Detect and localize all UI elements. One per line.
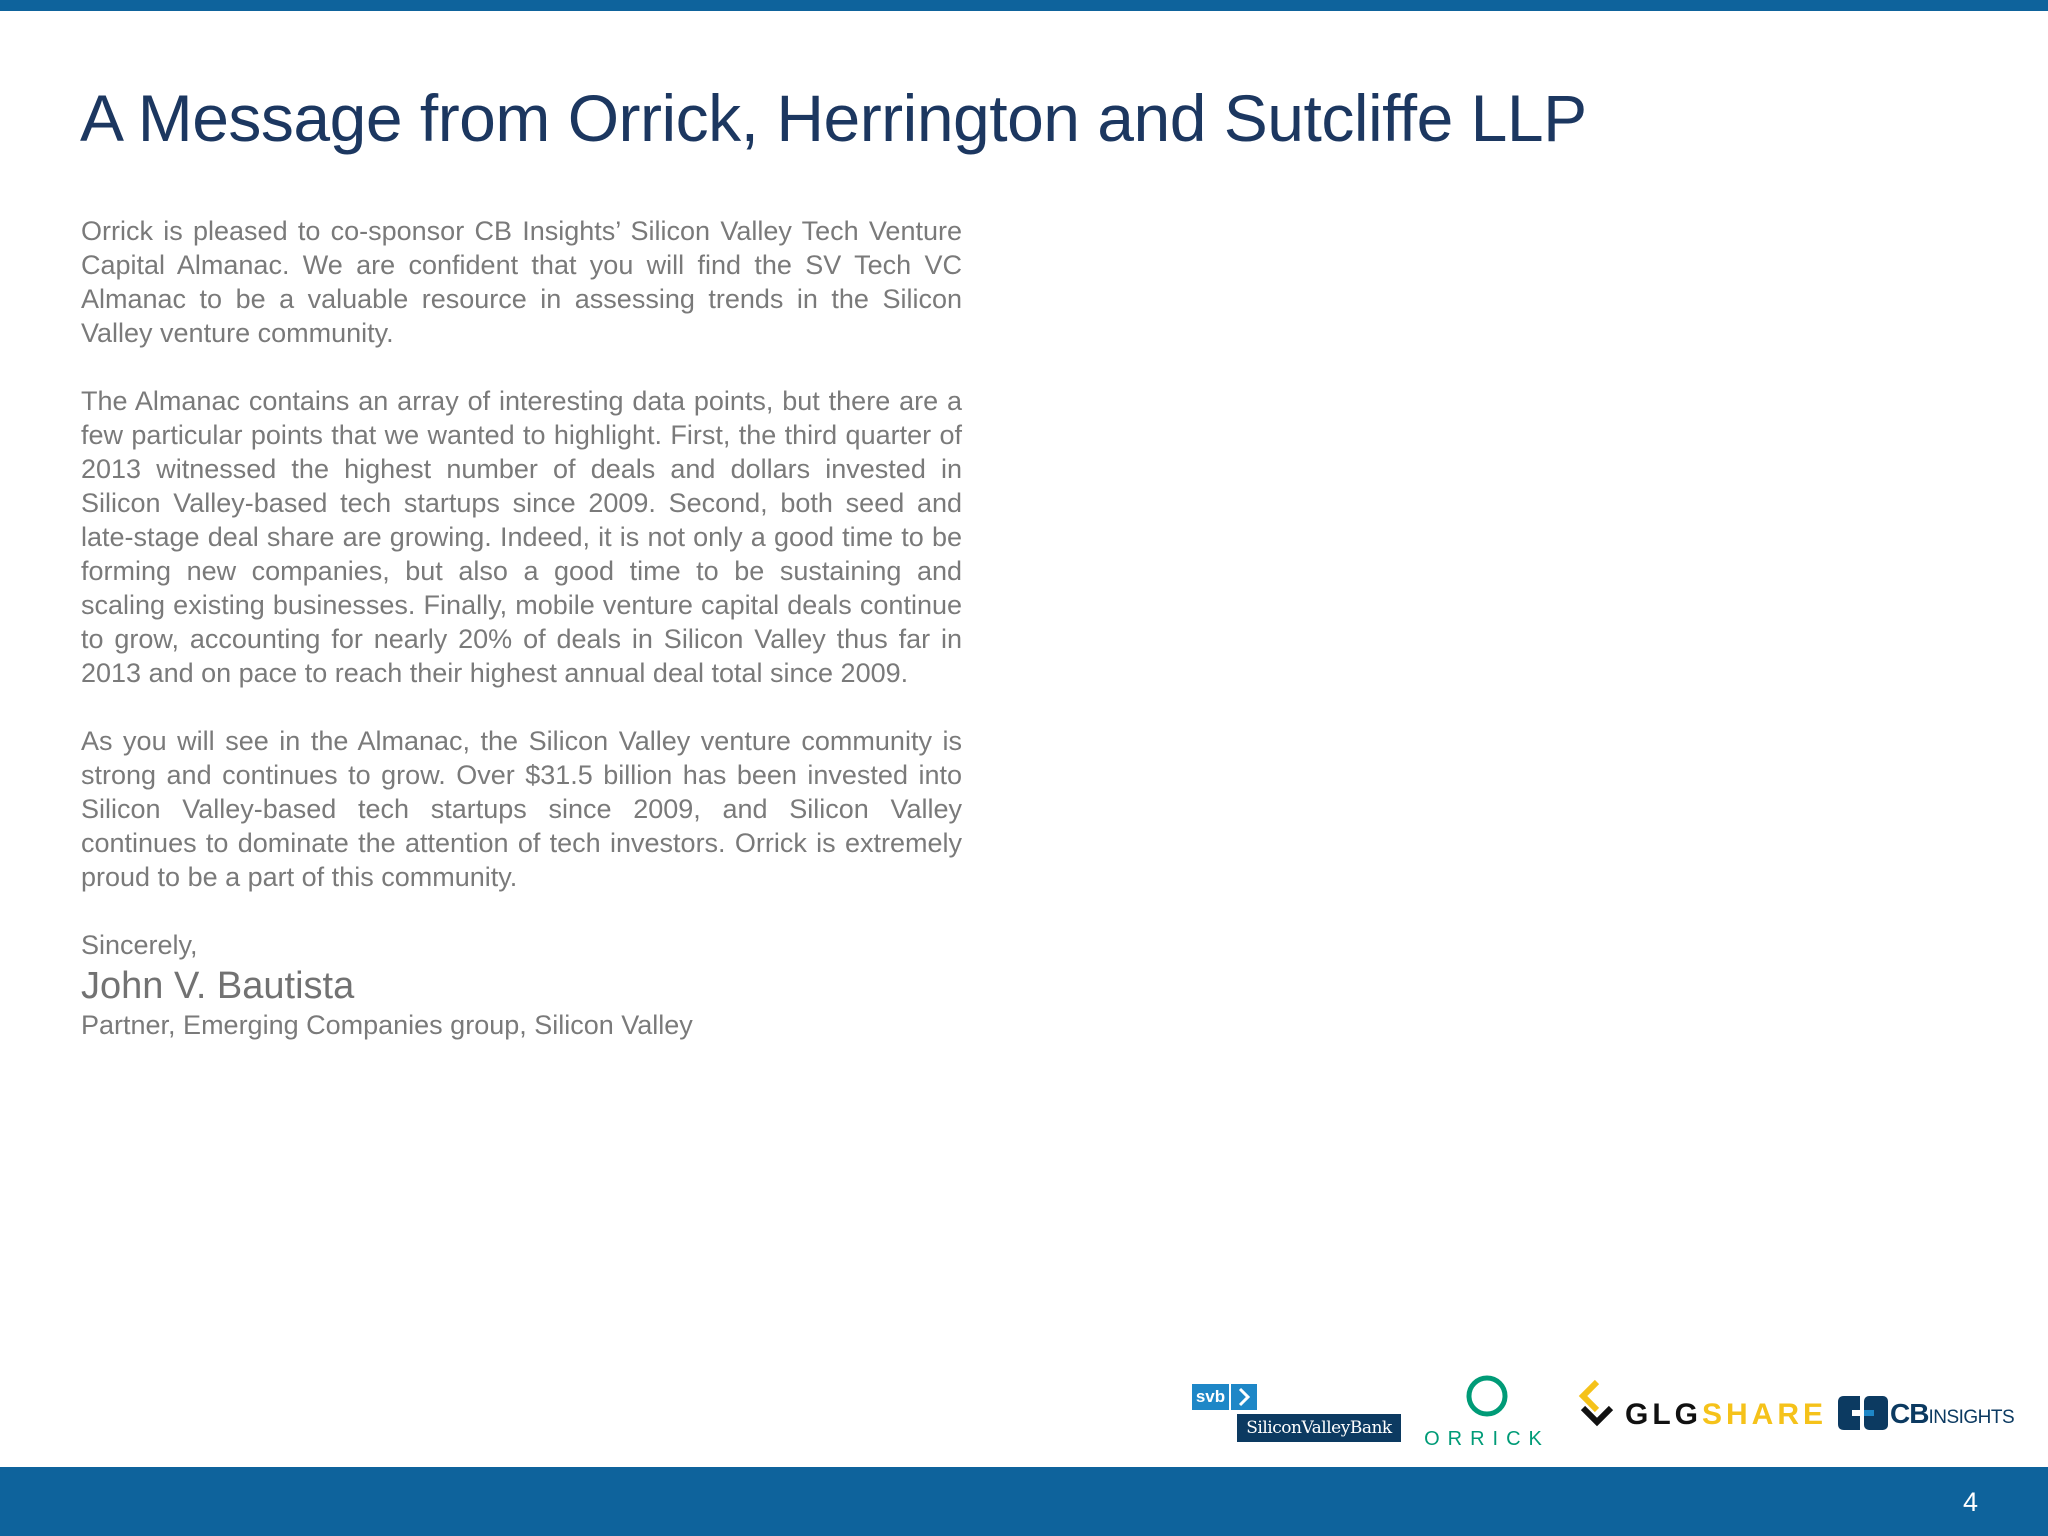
chevron-right-icon (1231, 1384, 1257, 1410)
letter-body (81, 214, 962, 1042)
signer-name: John V. Bautista (81, 965, 355, 1007)
page-title: A Message from Orrick, Herrington and Sutcliffe LLP (80, 81, 1587, 155)
svb-wordmark: SiliconValleyBank (1237, 1414, 1401, 1442)
glg-text: GLG (1625, 1398, 1702, 1431)
svb-logo (1192, 1372, 1402, 1452)
signer-title: Partner, Emerging Companies group, Silicon Valley (81, 1010, 693, 1040)
paragraph-3: As you will see in the Almanac, the Silicon Valley venture community is strong and continues to grow. Over $31.5 billion has been invested into Silicon Valley-based tech startups since 2009, and Silicon Valley continues to dominate the attention of tech investors. Orrick is extremely proud to be a part of this community. (81, 726, 962, 892)
bottom-bar (0, 1467, 2048, 1536)
closing: Sincerely, (81, 930, 198, 960)
paragraph-2: The Almanac contains an array of interesting data points, but there are a few particular points that we wanted to highlight. First, the third quarter of 2013 witnessed the highest number of deals and dollars invested in Silicon Valley-based tech startups since 2009. Second, both seed and late-stage deal share are growing. Indeed, it is not only a good time to be forming new companies, but also a good time to be sustaining and scaling existing businesses. Finally, mobile venture capital deals continue to grow, accounting for nearly 20% of deals in Silicon Valley thus far in 2013 and on pace to reach their highest annual deal total since 2009. (81, 386, 962, 688)
svb-mark: svb (1192, 1384, 1229, 1410)
top-accent-bar (0, 0, 2048, 11)
cb-insights-logo (1838, 1378, 2028, 1448)
sponsor-logos (1192, 1370, 2028, 1456)
cb-text: CB (1890, 1398, 1929, 1429)
glg-chevron-icon (1577, 1378, 1617, 1440)
insights-text: INSIGHTS (1928, 1407, 2015, 1428)
page-number: 4 (1962, 1487, 1978, 1517)
paragraph-1: Orrick is pleased to co-sponsor CB Insights’ Silicon Valley Tech Venture Capital Almanac. We are confident that you will find the SV Tech VC Almanac to be a valuable resource in assessing trends in the Silicon Valley venture community. (81, 216, 962, 348)
orrick-logo (1422, 1370, 1552, 1456)
orrick-wordmark: ORRICK (1424, 1428, 1550, 1450)
glg-share-wordmark (1625, 1398, 1827, 1432)
share-text: SHARE (1702, 1398, 1828, 1431)
glg-share-logo (1577, 1378, 1828, 1448)
orrick-ring-icon (1465, 1374, 1509, 1418)
cb-insights-mark-icon (1838, 1396, 1888, 1430)
cb-insights-wordmark (1890, 1398, 2014, 1430)
